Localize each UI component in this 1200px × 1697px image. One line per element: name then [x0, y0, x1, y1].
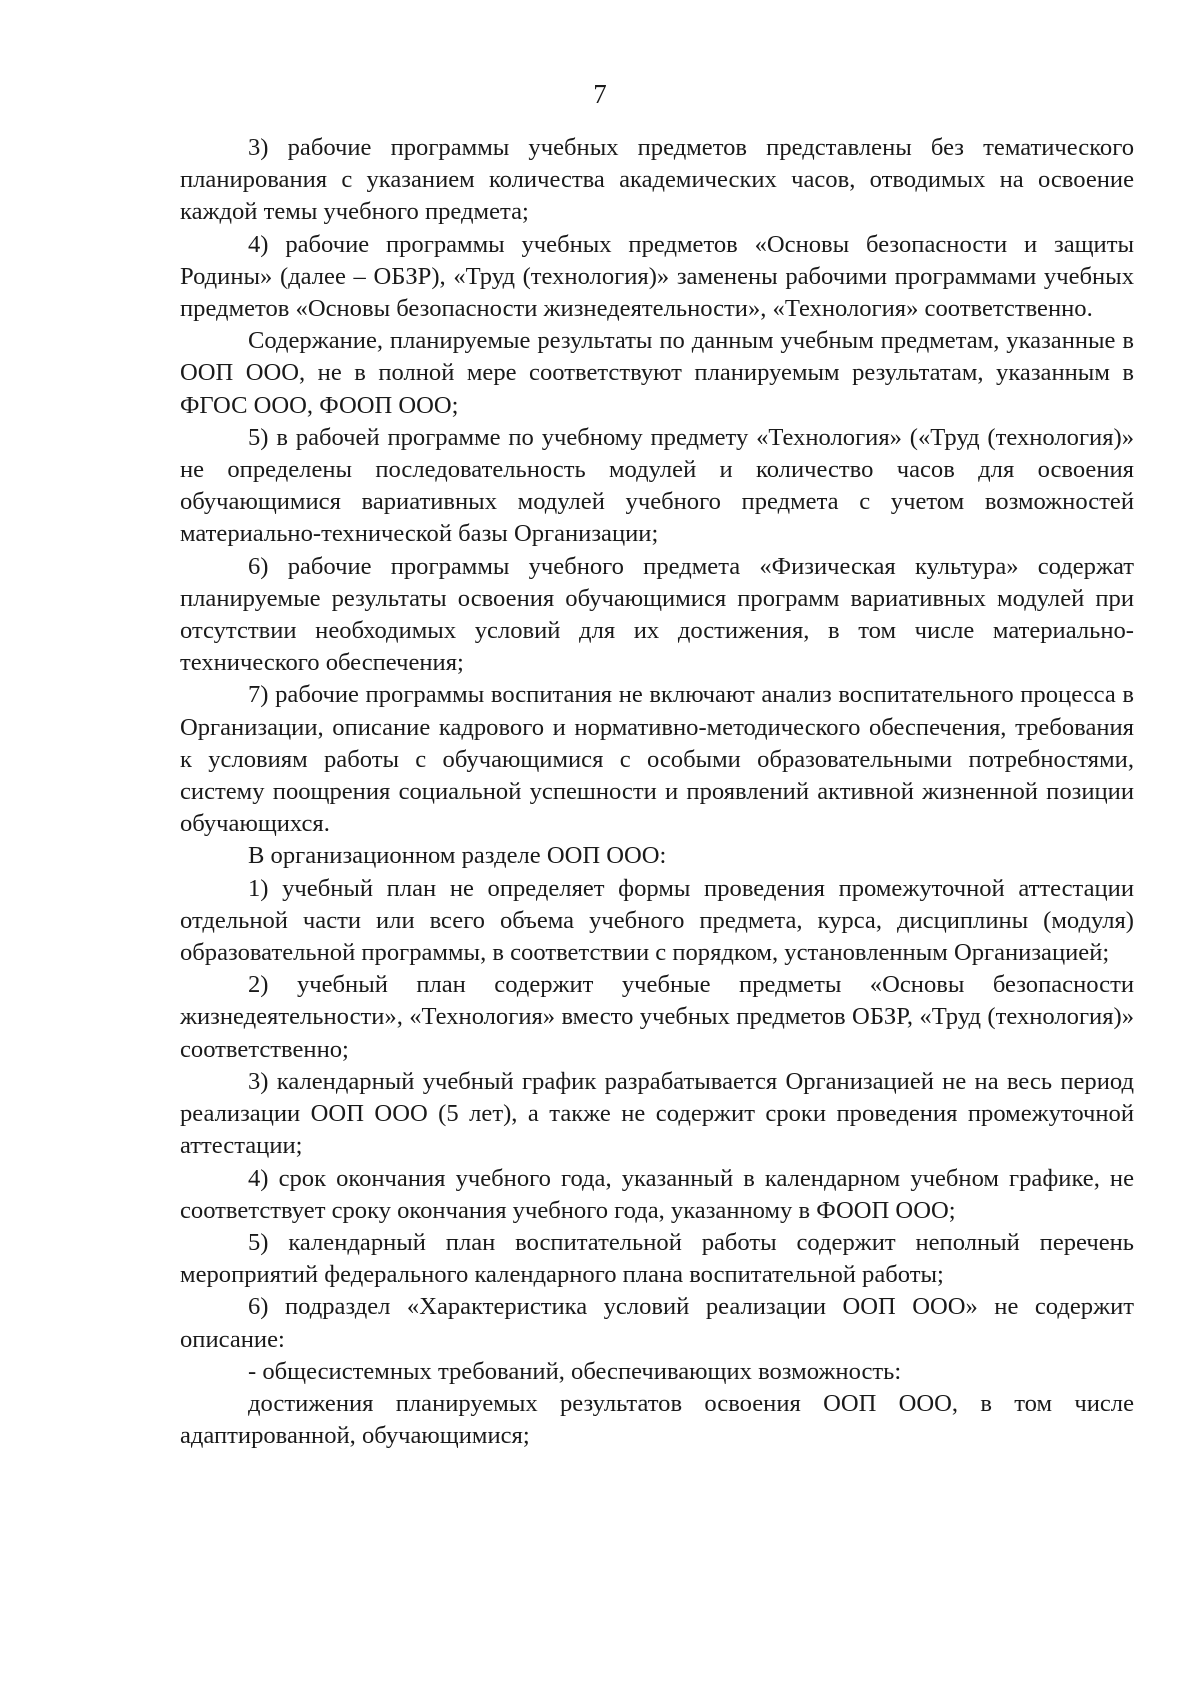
paragraph-org-item-5-upbringing-plan: 5) календарный план воспитательной работы содержит неполный перечень мероприятий федерального календарного плана воспитательной работы;: [180, 1228, 1134, 1289]
document-body: [180, 132, 1134, 1452]
paragraph-item-5-technology-modules: 5) в рабочей программе по учебному предмету «Технология» («Труд (технология)» не определены последовательность модулей и количество часов для освоения обучающимися вариативных модулей учебного предмета с учетом возможностей материально-технической базы Организации;: [180, 423, 1134, 548]
page-number: 7: [593, 79, 607, 109]
paragraph-content-results: Содержание, планируемые результаты по данным учебным предметам, указанные в ООП ООО, не в полной мере соответствуют планируемым результатам, указанным в ФГОС ООО, ФООП ООО;: [180, 327, 1134, 419]
paragraph-system-requirements: - общесистемных требований, обеспечивающих возможность:: [248, 1357, 902, 1385]
paragraph-org-item-2-curriculum-subjects: 2) учебный план содержит учебные предметы «Основы безопасности жизнедеятельности», «Технология» вместо учебных предметов ОБЗР, «Труд (технология)» соответственно;: [180, 971, 1134, 1063]
paragraph-org-item-3-calendar-schedule: 3) календарный учебный график разрабатывается Организацией не на весь период реализации ООП ООО (5 лет), а также не содержит сроки проведения промежуточной аттестации;: [180, 1067, 1134, 1160]
paragraph-org-item-1-curriculum-attestation: 1) учебный план не определяет формы проведения промежуточной аттестации отдельной части или всего объема учебного предмета, курса, дисциплины (модуля) образовательной программы, в соответствии с порядком, установленным Организацией;: [180, 874, 1134, 967]
paragraph-achievement-results: достижения планируемых результатов освоения ООП ООО, в том числе адаптированной, обучающимися;: [180, 1389, 1134, 1450]
paragraph-item-6-physical-culture: 6) рабочие программы учебного предмета «Физическая культура» содержат планируемые результаты освоения обучающимися программ вариативных модулей при отсутствии необходимых условий для их достижения, в том числе материально-технического обеспечения;: [180, 552, 1134, 677]
paragraph-organizational-section: В организационном разделе ООП ООО:: [248, 842, 667, 870]
paragraph-item-7-upbringing-programs: 7) рабочие программы воспитания не включают анализ воспитательного процесса в Организации, описание кадрового и нормативно-методического обеспечения, требования к условиям работы с обучающимися с особыми образовательными потребностями, систему поощрения социальной успешности и проявлений активной жизненной позиции обучающихся.: [180, 681, 1134, 838]
paragraph-item-3-thematic-planning: 3) рабочие программы учебных предметов представлены без тематического планирования с указанием количества академических часов, отводимых на освоение каждой темы учебного предмета;: [180, 134, 1134, 226]
paragraph-org-item-6-conditions-subsection: 6) подраздел «Характеристика условий реализации ООП ООО» не содержит описание:: [180, 1293, 1134, 1353]
paragraph-org-item-4-school-year-end: 4) срок окончания учебного года, указанный в календарном учебном графике, не соответствует сроку окончания учебного года, указанному в ФООП ООО;: [180, 1164, 1134, 1224]
paragraph-item-4-obzr-replacement: 4) рабочие программы учебных предметов «Основы безопасности и защиты Родины» (далее – ОБЗР), «Труд (технология)» заменены рабочими программами учебных предметов «Основы безопасности жизнедеятельности», «Технология» соответственно.: [180, 230, 1134, 323]
